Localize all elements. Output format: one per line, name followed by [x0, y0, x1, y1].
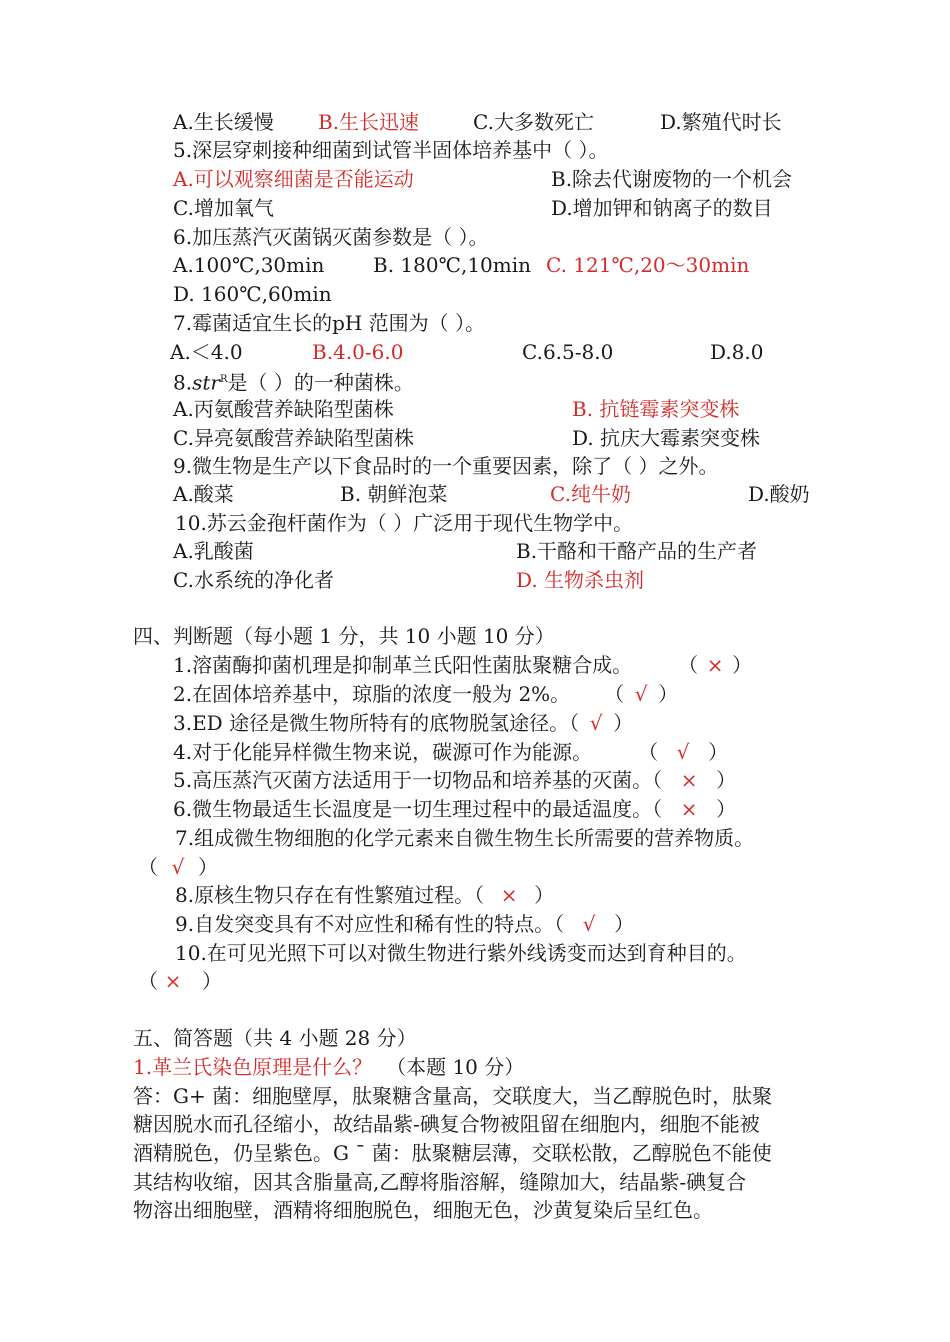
check-mark-icon: √	[676, 740, 690, 764]
tf-item-2	[173, 680, 678, 708]
tf-close-2: ）	[658, 682, 679, 706]
tf-text-8: 8.原核生物只存在有性繁殖过程。	[175, 883, 475, 907]
tf-text-6: 6.微生物最适生长温度是一切生理过程中的最适温度。	[173, 797, 653, 821]
q4-option-d: D.繁殖代时长	[660, 110, 782, 134]
q7-option-a: A.＜4.0	[170, 340, 243, 364]
tf-open-6: （	[652, 797, 663, 821]
tf-close-9: ）	[614, 912, 635, 936]
tf-text-9: 9.自发突变具有不对应性和稀有性的特点。	[175, 912, 555, 936]
q9-option-d: D.酸奶	[748, 482, 810, 506]
cross-mark-icon: ×	[500, 883, 518, 907]
q10-option-c: C.水系统的净化者	[173, 568, 334, 592]
tf-open-2: （	[604, 682, 625, 706]
cross-mark-icon: ×	[680, 797, 698, 821]
tf-item-7-text: 7.组成微生物细胞的化学元素来自微生物生长所需要的营养物质。	[175, 826, 755, 850]
q7-option-b-answer: B.4.0-6.0	[312, 340, 404, 364]
q7-option-c: C.6.5-8.0	[522, 340, 614, 364]
q8-term-superscript: R	[219, 374, 228, 385]
tf-item-4	[173, 738, 728, 766]
q7-option-d: D.8.0	[710, 340, 764, 364]
q6-stem: 6.加压蒸汽灭菌锅灭菌参数是（ ）。	[173, 225, 489, 249]
q5-stem: 5.深层穿刺接种细菌到试管半固体培养基中（ ）。	[173, 138, 609, 162]
cross-mark-icon: ×	[680, 768, 698, 792]
q9-option-c-answer: C.纯牛奶	[550, 482, 631, 506]
q5-option-a-answer: A.可以观察细菌是否能运动	[173, 167, 414, 191]
q4-option-c: C.大多数死亡	[473, 110, 594, 134]
tf-item-10-answer	[138, 967, 222, 995]
q8-option-b-answer: B. 抗链霉素突变株	[572, 397, 740, 421]
tf-open-3: （	[569, 711, 580, 735]
tf-open-1: （	[678, 653, 699, 677]
q6-option-a: A.100℃,30min	[173, 253, 325, 277]
tf-item-1	[173, 651, 752, 679]
q8-option-c: C.异亮氨酸营养缺陷型菌株	[173, 426, 414, 450]
tf-open-5: （	[652, 768, 663, 792]
q8-stem	[173, 366, 414, 397]
q1-answer-line-4: 其结构收缩，因其含脂量高,乙醇将脂溶解，缝隙加大，结晶紫-碘复合	[133, 1170, 747, 1194]
q5-option-c: C.增加氧气	[173, 196, 274, 220]
tf-open-8: （	[474, 883, 485, 907]
tf-item-5	[173, 766, 736, 794]
q8-stem-rest: 是（ ）的一种菌株。	[227, 370, 414, 395]
tf-text-1: 1.溶菌酶抑菌机理是抑制革兰氏阳性菌肽聚糖合成。	[173, 653, 633, 677]
tf-open-4: （	[638, 740, 659, 764]
q5-option-b: B.除去代谢废物的一个机会	[551, 167, 793, 191]
q6-option-b: B. 180℃,10min	[373, 253, 532, 277]
check-mark-icon: √	[589, 711, 603, 735]
tf-item-6	[173, 795, 736, 823]
tf-text-4: 4.对于化能异样微生物来说，碳源可作为能源。	[173, 740, 593, 764]
tf-open-10: （	[138, 969, 158, 993]
tf-item-9	[175, 910, 634, 938]
q1-points: （本题 10 分）	[386, 1055, 525, 1079]
tf-close-7: ）	[198, 855, 218, 879]
q1-answer-line-1: 答：G+ 菌：细胞壁厚，肽聚糖含量高，交联度大，当乙醇脱色时，肽聚	[133, 1084, 773, 1108]
tf-close-1: ）	[732, 653, 753, 677]
q6-option-c-answer: C. 121℃,20～30min	[546, 253, 750, 277]
cross-mark-icon: ×	[706, 653, 724, 677]
tf-open-9: （	[554, 912, 565, 936]
q7-stem: 7.霉菌适宜生长的pH 范围为（ ）。	[173, 311, 486, 335]
tf-text-5: 5.高压蒸汽灭菌方法适用于一切物品和培养基的灭菌。	[173, 768, 653, 792]
q6-option-d: D. 160℃,60min	[173, 282, 332, 306]
tf-text-2: 2.在固体培养基中，琼脂的浓度一般为 2%。	[173, 682, 571, 706]
q10-option-a: A.乳酸菌	[173, 539, 254, 563]
tf-item-10-text: 10.在可见光照下可以对微生物进行紫外线诱变而达到育种目的。	[175, 941, 747, 965]
q1-answer-line-5: 物溶出细胞壁，酒精将细胞脱色，细胞无色，沙黄复染后呈红色。	[133, 1198, 713, 1222]
q10-option-d-answer: D. 生物杀虫剂	[516, 568, 645, 592]
q4-option-a: A.生长缓慢	[173, 110, 274, 134]
q8-number: 8.	[173, 370, 193, 395]
tf-item-3	[173, 709, 633, 737]
q1-answer-line-2: 糖因脱水而孔径缩小，故结晶紫-碘复合物被阻留在细胞内，细胞不能被	[133, 1112, 760, 1136]
q1-answer-line-3: 酒精脱色，仍呈紫色。G ¯ 菌：肽聚糖层薄，交联松散，乙醇脱色不能使	[133, 1141, 772, 1165]
q1-question: 1.革兰氏染色原理是什么？	[133, 1055, 373, 1079]
cross-mark-icon: ×	[164, 969, 182, 993]
q8-option-a: A.丙氨酸营养缺陷型菌株	[173, 397, 394, 421]
short-answer-q1	[133, 1053, 524, 1081]
q9-option-a: A.酸菜	[173, 482, 234, 506]
tf-item-7-answer	[138, 853, 218, 881]
q4-option-b-answer: B.生长迅速	[318, 110, 420, 134]
q8-option-d: D. 抗庆大霉素突变株	[572, 426, 761, 450]
check-mark-icon: √	[171, 855, 185, 879]
q10-stem: 10.苏云金孢杆菌作为（ ）广泛用于现代生物学中。	[175, 511, 634, 535]
tf-close-3: ）	[613, 711, 634, 735]
q5-option-d: D.增加钾和钠离子的数目	[551, 196, 773, 220]
tf-close-6: ）	[716, 797, 737, 821]
tf-close-5: ）	[716, 768, 737, 792]
q8-term: str	[192, 370, 220, 395]
check-mark-icon: √	[634, 682, 648, 706]
tf-text-3: 3.ED 途径是微生物所特有的底物脱氢途径。	[173, 711, 570, 735]
tf-item-8	[175, 881, 554, 909]
tf-close-8: ）	[534, 883, 555, 907]
check-mark-icon: √	[582, 912, 596, 936]
q9-option-b: B. 朝鲜泡菜	[340, 482, 448, 506]
q9-stem: 9.微生物是生产以下食品时的一个重要因素，除了（ ）之外。	[173, 454, 719, 478]
tf-open-7: （	[138, 855, 158, 879]
tf-close-10: ）	[202, 969, 222, 993]
q10-option-b: B.干酪和干酪产品的生产者	[516, 539, 758, 563]
section4-title: 四、判断题（每小题 1 分，共 10 小题 10 分）	[133, 624, 555, 648]
tf-close-4: ）	[708, 740, 729, 764]
section5-title: 五、简答题（共 4 小题 28 分）	[133, 1026, 417, 1050]
